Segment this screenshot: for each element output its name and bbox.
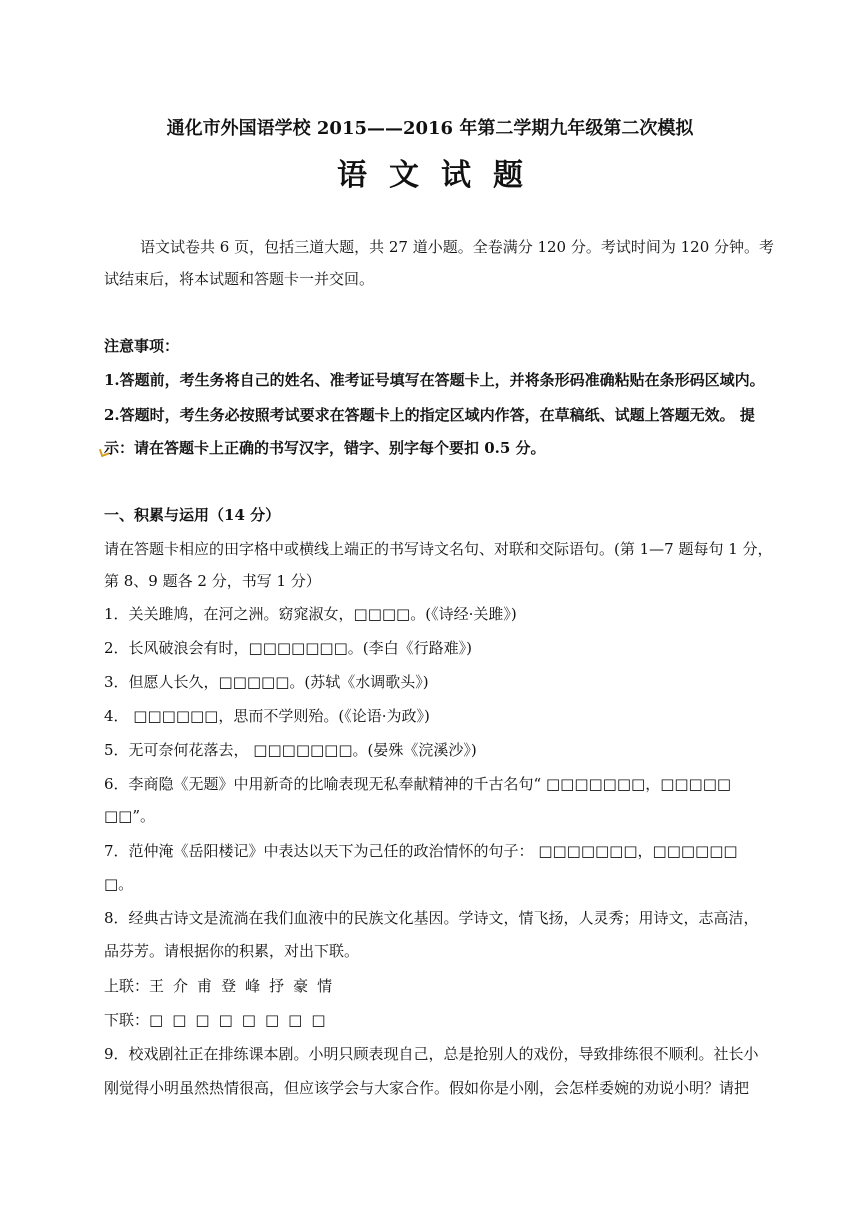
couplet-lower-blank: □: [195, 1011, 210, 1029]
question-1: 1．关关雎鸠，在河之洲。窈窕淑女，□□□□。(《诗经·关雎》): [104, 605, 517, 623]
question-9-line-2: 刚觉得小明虽然热情很高，但应该学会与大家合作。假如你是小刚，会怎样委婉的劝说小明？请把: [104, 1079, 750, 1097]
couplet-upper-char: 王: [149, 977, 165, 995]
couplet-upper-char: 抒: [269, 977, 285, 995]
school-title: 通化市外国语学校 2015——2016 年第二学期九年级第二次模拟: [166, 118, 694, 139]
couplet-upper-char: 甫: [197, 977, 213, 995]
subject-title: 语文试题: [337, 158, 545, 193]
notice-heading: 注意事项：: [104, 337, 180, 355]
question-7-line-2: □。: [104, 875, 134, 893]
couplet-upper-chars: [149, 977, 341, 995]
couplet-lower-blank: □: [149, 1011, 164, 1029]
couplet-upper-char: 登: [221, 977, 237, 995]
notice-line-2: 2.答题时，考生务必按照考试要求在答题卡上的指定区域内作答，在草稿纸、试题上答题无效。 提: [104, 406, 755, 424]
intro-line-2: 试结束后，将本试题和答题卡一并交回。: [104, 270, 375, 288]
couplet-lower-blank: □: [288, 1011, 303, 1029]
question-6-line-2: □□”。: [104, 807, 156, 825]
question-4: 4． □□□□□□，思而不学则殆。(《论语·为政》): [104, 707, 430, 725]
notice-line-1: 1.答题前，考生务将自己的姓名、准考证号填写在答题卡上，并将条形码准确粘贴在条形码区域内。: [104, 371, 765, 389]
couplet-lower-blank: □: [241, 1011, 256, 1029]
question-3: 3．但愿人长久，□□□□□。(苏轼《水调歌头》): [104, 673, 429, 691]
couplet-lower: [104, 1010, 335, 1030]
couplet-lower-blank: □: [218, 1011, 233, 1029]
couplet-upper: [104, 976, 341, 996]
question-5: 5．无可奈何花落去， □□□□□□□。(晏殊《浣溪沙》): [104, 741, 477, 759]
couplet-lower-label: 下联：: [104, 1011, 150, 1029]
question-9-line-1: 9．校戏剧社正在排练课本剧。小明只顾表现自己，总是抢别人的戏份，导致排练很不顺利。社长小: [104, 1045, 759, 1063]
question-8-line-1: 8．经典古诗文是流淌在我们血液中的民族文化基因。学诗文，情飞扬，人灵秀；用诗文，志高洁，: [104, 909, 759, 927]
couplet-upper-char: 情: [317, 977, 333, 995]
section-1-instruction-2: 第 8、9 题各 2 分，书写 1 分）: [104, 572, 321, 590]
question-6-line-1: 6．李商隐《无题》中用新奇的比喻表现无私奉献精神的千古名句“ □□□□□□□，□□□□□: [104, 775, 732, 793]
couplet-lower-blank: □: [172, 1011, 187, 1029]
couplet-upper-char: 峰: [245, 977, 261, 995]
couplet-upper-char: 介: [173, 977, 189, 995]
notice-line-3: 示：请在答题卡上正确的书写汉字，错字、别字每个要扣 0.5 分。: [104, 439, 546, 457]
intro-line-1: 语文试卷共 6 页，包括三道大题，共 27 道小题。全卷满分 120 分。考试时间为 120 分钟。考: [140, 238, 775, 256]
question-2: 2．长风破浪会有时，□□□□□□□。(李白《行路难》): [104, 639, 472, 657]
question-8-line-2: 品芬芳。请根据你的积累，对出下联。: [104, 942, 360, 960]
couplet-upper-char: 豪: [293, 977, 309, 995]
question-7-line-1: 7．范仲淹《岳阳楼记》中表达以天下为己任的政治情怀的句子： □□□□□□□，□□□□□□: [104, 842, 738, 860]
couplet-upper-label: 上联：: [104, 977, 150, 995]
couplet-lower-blank: □: [264, 1011, 280, 1029]
section-1-instruction-1: 请在答题卡相应的田字格中或横线上端正的书写诗文名句、对联和交际语句。(第 1—7 题每句 1 分，: [104, 540, 773, 558]
section-1-heading: 一、积累与运用（14 分）: [104, 506, 281, 524]
couplet-lower-chars: [149, 1011, 335, 1029]
couplet-lower-blank: □: [311, 1011, 326, 1029]
